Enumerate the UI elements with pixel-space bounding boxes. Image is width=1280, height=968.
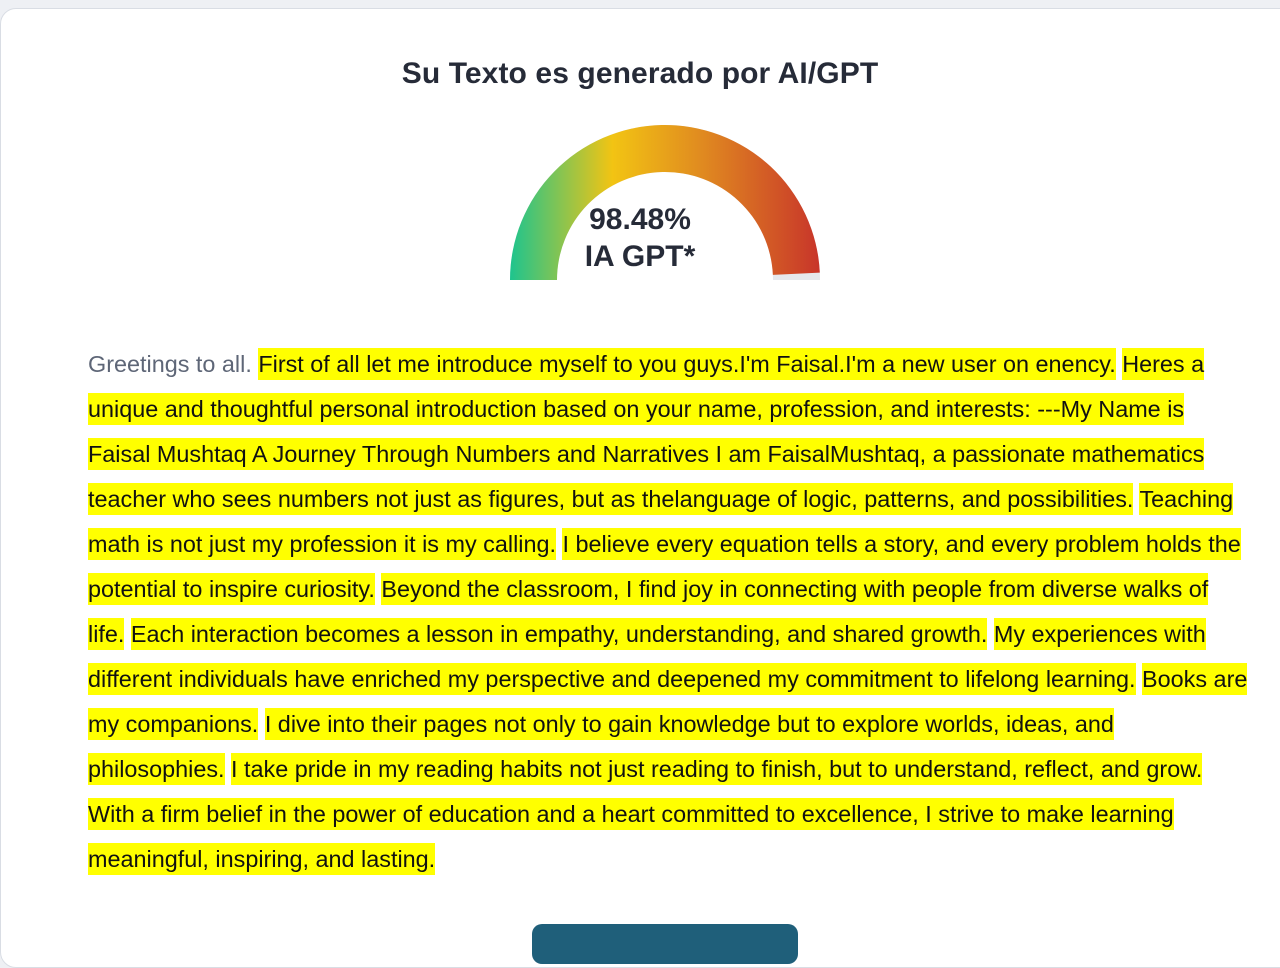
ai-sentence: I take pride in my reading habits not just reading to finish, but to understand, reflect, and grow. [231,753,1202,785]
ai-sentence: First of all let me introduce myself to you guys.I'm Faisal.I'm a new user on enency. [258,348,1115,380]
ai-sentence: Books are my companions. [88,663,1247,740]
ai-sentence: I believe every equation tells a story, and every problem holds the potential to inspire curiosity. [88,528,1241,605]
human-sentence: Greetings to all. [88,351,252,377]
ai-sentence: Beyond the classroom, I find joy in connecting with people from diverse walks of life. [88,573,1208,650]
ai-sentence: I dive into their pages not only to gain knowledge but to explore worlds, ideas, and philosophies. [88,708,1114,785]
action-button[interactable] [532,924,798,964]
result-title: Su Texto es generado por AI/GPT [401,57,879,90]
ai-sentence: Each interaction becomes a lesson in empathy, understanding, and shared growth. [131,618,987,650]
score-display [0,201,1280,275]
ai-sentence: With a firm belief in the power of education and a heart committed to excellence, I strive to make learning meaningful, inspiring, and lasting. [88,798,1174,875]
score-label: IA GPT* [584,240,696,273]
ai-sentence: My experiences with different individuals have enriched my perspective and deepened my commitment to lifelong learning. [88,618,1206,695]
ai-sentence: Heres a unique and thoughtful personal introduction based on your name, profession, and interests: ---My Name is Faisal Mushtaq A Journey Through Numbers and Narratives I am FaisalMushtaq, a passionate mathematics teacher who sees numbers not just as figures, but as thelanguage of logic, patterns, and possibilities. [88,348,1204,515]
score-percentage: 98.48% [589,203,691,236]
ai-sentence: Teaching math is not just my profession it is my calling. [88,483,1233,560]
analyzed-text [88,342,1248,882]
